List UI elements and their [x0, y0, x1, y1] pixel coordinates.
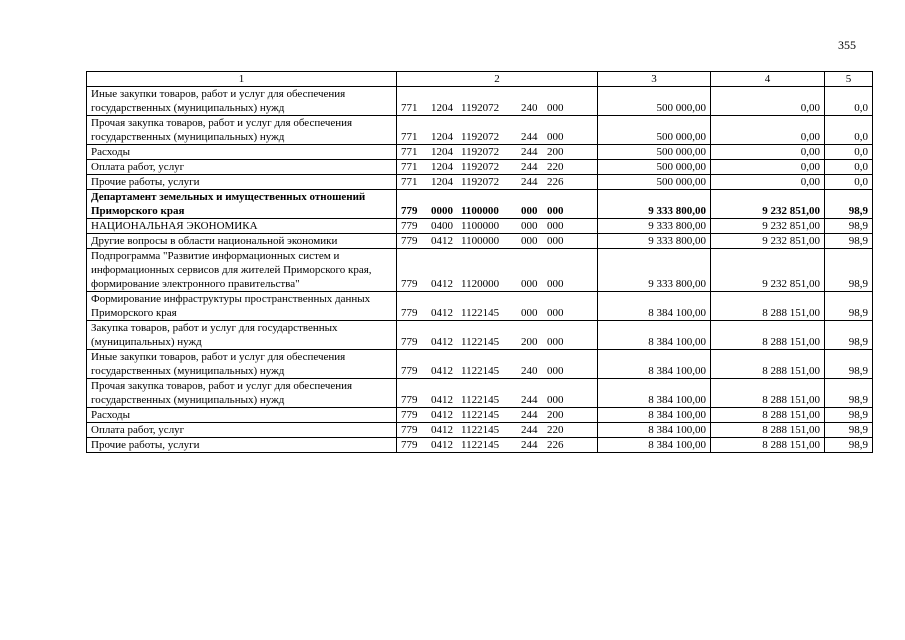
code-kosgu: 000: [547, 220, 564, 232]
table-row: [87, 87, 873, 116]
row-codes: [397, 190, 598, 219]
code-kind: 200: [521, 336, 538, 348]
code-section: 0412: [431, 336, 453, 348]
row-codes: [397, 438, 598, 453]
code-section: 0000: [431, 205, 453, 217]
row-percent: 98,9: [825, 292, 873, 321]
row-approved-amount: 500 000,00: [598, 160, 711, 175]
row-name: Подпрограмма "Развитие информационных систем и информационных сервисов для жителей Приморского края, формирование электронного правительства": [87, 249, 397, 292]
row-approved-amount: 9 333 800,00: [598, 219, 711, 234]
code-section: 1204: [431, 146, 453, 158]
row-name: Прочая закупка товаров, работ и услуг для обеспечения государственных (муниципальных) нужд: [87, 116, 397, 145]
code-admin: 771: [401, 161, 418, 173]
row-executed-amount: 8 288 151,00: [711, 321, 825, 350]
code-kosgu: 200: [547, 146, 564, 158]
code-kosgu: 200: [547, 409, 564, 421]
row-codes: [397, 219, 598, 234]
row-codes: [397, 379, 598, 408]
row-percent: 0,0: [825, 145, 873, 160]
row-codes: [397, 234, 598, 249]
row-approved-amount: 500 000,00: [598, 116, 711, 145]
row-codes: [397, 408, 598, 423]
row-name: Иные закупки товаров, работ и услуг для обеспечения государственных (муниципальных) нужд: [87, 350, 397, 379]
row-percent: 98,9: [825, 423, 873, 438]
code-kind: 000: [521, 307, 538, 319]
row-percent: 98,9: [825, 234, 873, 249]
code-section: 0412: [431, 439, 453, 451]
code-kosgu: 000: [547, 102, 564, 114]
code-kind: 244: [521, 424, 538, 436]
code-kind: 244: [521, 131, 538, 143]
code-kind: 244: [521, 439, 538, 451]
table-row: [87, 160, 873, 175]
code-target: 1122145: [461, 409, 500, 421]
code-kosgu: 000: [547, 307, 564, 319]
row-executed-amount: 0,00: [711, 175, 825, 190]
row-percent: 98,9: [825, 408, 873, 423]
row-percent: 98,9: [825, 379, 873, 408]
code-admin: 779: [401, 394, 418, 406]
table-row: [87, 292, 873, 321]
code-target: 1122145: [461, 439, 500, 451]
row-percent: 0,0: [825, 87, 873, 116]
row-executed-amount: 8 288 151,00: [711, 408, 825, 423]
row-executed-amount: 0,00: [711, 160, 825, 175]
row-name: НАЦИОНАЛЬНАЯ ЭКОНОМИКА: [87, 219, 397, 234]
row-percent: 0,0: [825, 160, 873, 175]
code-kosgu: 000: [547, 205, 564, 217]
row-percent: 0,0: [825, 116, 873, 145]
code-admin: 779: [401, 220, 418, 232]
code-target: 1192072: [461, 146, 500, 158]
code-section: 0400: [431, 220, 453, 232]
table-row: [87, 321, 873, 350]
header-col-1: 1: [87, 72, 397, 87]
code-kosgu: 000: [547, 235, 564, 247]
page-number: 355: [838, 38, 856, 52]
row-approved-amount: 8 384 100,00: [598, 379, 711, 408]
row-percent: 98,9: [825, 438, 873, 453]
row-executed-amount: 8 288 151,00: [711, 350, 825, 379]
code-target: 1192072: [461, 102, 500, 114]
code-section: 0412: [431, 307, 453, 319]
table-body: [87, 87, 873, 453]
code-target: 1122145: [461, 394, 500, 406]
row-executed-amount: 9 232 851,00: [711, 219, 825, 234]
code-admin: 771: [401, 131, 418, 143]
table-row: [87, 145, 873, 160]
row-name: Закупка товаров, работ и услуг для государственных (муниципальных) нужд: [87, 321, 397, 350]
code-kosgu: 000: [547, 336, 564, 348]
table-row: [87, 350, 873, 379]
header-col-4: 4: [711, 72, 825, 87]
table-row: [87, 379, 873, 408]
code-section: 0412: [431, 278, 453, 290]
code-admin: 779: [401, 307, 418, 319]
table-header: [87, 72, 873, 87]
header-col-2: 2: [397, 72, 598, 87]
row-executed-amount: 0,00: [711, 116, 825, 145]
row-executed-amount: 8 288 151,00: [711, 438, 825, 453]
code-kind: 000: [521, 220, 538, 232]
code-kind: 000: [521, 235, 538, 247]
row-percent: 98,9: [825, 190, 873, 219]
row-codes: [397, 87, 598, 116]
row-executed-amount: 8 288 151,00: [711, 423, 825, 438]
row-approved-amount: 500 000,00: [598, 175, 711, 190]
code-kosgu: 226: [547, 439, 564, 451]
code-section: 1204: [431, 102, 453, 114]
budget-table: [86, 71, 873, 453]
row-approved-amount: 500 000,00: [598, 145, 711, 160]
code-admin: 779: [401, 205, 418, 217]
row-approved-amount: 9 333 800,00: [598, 249, 711, 292]
code-admin: 779: [401, 336, 418, 348]
row-approved-amount: 9 333 800,00: [598, 234, 711, 249]
row-percent: 98,9: [825, 219, 873, 234]
code-admin: 771: [401, 176, 418, 188]
table-row: [87, 175, 873, 190]
code-kosgu: 226: [547, 176, 564, 188]
code-admin: 779: [401, 235, 418, 247]
code-section: 0412: [431, 424, 453, 436]
row-codes: [397, 423, 598, 438]
row-name: Иные закупки товаров, работ и услуг для обеспечения государственных (муниципальных) нужд: [87, 87, 397, 116]
code-target: 1100000: [461, 235, 500, 247]
row-name: Прочие работы, услуги: [87, 438, 397, 453]
code-kosgu: 000: [547, 365, 564, 377]
code-target: 1122145: [461, 336, 500, 348]
table-row: [87, 116, 873, 145]
code-target: 1192072: [461, 176, 500, 188]
row-approved-amount: 8 384 100,00: [598, 438, 711, 453]
row-name: Расходы: [87, 145, 397, 160]
code-target: 1192072: [461, 161, 500, 173]
code-kind: 244: [521, 146, 538, 158]
code-target: 1122145: [461, 365, 500, 377]
row-approved-amount: 8 384 100,00: [598, 321, 711, 350]
code-section: 0412: [431, 365, 453, 377]
code-section: 0412: [431, 235, 453, 247]
code-kind: 000: [521, 205, 538, 217]
row-name: Расходы: [87, 408, 397, 423]
row-name: Оплата работ, услуг: [87, 423, 397, 438]
code-kosgu: 220: [547, 161, 564, 173]
row-name: Департамент земельных и имущественных отношений Приморского края: [87, 190, 397, 219]
code-kind: 244: [521, 161, 538, 173]
code-kind: 000: [521, 278, 538, 290]
row-codes: [397, 175, 598, 190]
code-section: 0412: [431, 409, 453, 421]
row-codes: [397, 249, 598, 292]
code-target: 1122145: [461, 424, 500, 436]
row-codes: [397, 160, 598, 175]
row-approved-amount: 500 000,00: [598, 87, 711, 116]
code-kind: 240: [521, 365, 538, 377]
table-row: [87, 190, 873, 219]
row-percent: 98,9: [825, 321, 873, 350]
header-col-3: 3: [598, 72, 711, 87]
row-executed-amount: 0,00: [711, 87, 825, 116]
code-section: 1204: [431, 161, 453, 173]
row-approved-amount: 8 384 100,00: [598, 423, 711, 438]
code-kosgu: 000: [547, 394, 564, 406]
code-admin: 779: [401, 409, 418, 421]
code-admin: 779: [401, 365, 418, 377]
row-executed-amount: 9 232 851,00: [711, 234, 825, 249]
row-percent: 98,9: [825, 350, 873, 379]
row-executed-amount: 8 288 151,00: [711, 292, 825, 321]
row-executed-amount: 0,00: [711, 145, 825, 160]
row-codes: [397, 292, 598, 321]
code-admin: 771: [401, 102, 418, 114]
code-target: 1100000: [461, 220, 500, 232]
row-executed-amount: 9 232 851,00: [711, 190, 825, 219]
code-target: 1120000: [461, 278, 500, 290]
row-approved-amount: 8 384 100,00: [598, 408, 711, 423]
row-percent: 0,0: [825, 175, 873, 190]
row-approved-amount: 9 333 800,00: [598, 190, 711, 219]
row-percent: 98,9: [825, 249, 873, 292]
row-name: Формирование инфраструктуры пространственных данных Приморского края: [87, 292, 397, 321]
table-row: [87, 438, 873, 453]
code-kind: 244: [521, 176, 538, 188]
code-target: 1192072: [461, 131, 500, 143]
code-target: 1100000: [461, 205, 499, 217]
row-approved-amount: 8 384 100,00: [598, 292, 711, 321]
table-row: [87, 249, 873, 292]
row-name: Прочая закупка товаров, работ и услуг для обеспечения государственных (муниципальных) нужд: [87, 379, 397, 408]
row-executed-amount: 8 288 151,00: [711, 379, 825, 408]
row-codes: [397, 116, 598, 145]
row-name: Прочие работы, услуги: [87, 175, 397, 190]
code-admin: 779: [401, 439, 418, 451]
row-codes: [397, 145, 598, 160]
table-row: [87, 408, 873, 423]
code-kind: 244: [521, 409, 538, 421]
code-section: 0412: [431, 394, 453, 406]
row-codes: [397, 321, 598, 350]
row-approved-amount: 8 384 100,00: [598, 350, 711, 379]
code-kosgu: 000: [547, 131, 564, 143]
code-target: 1122145: [461, 307, 500, 319]
code-admin: 771: [401, 146, 418, 158]
code-kind: 240: [521, 102, 538, 114]
row-executed-amount: 9 232 851,00: [711, 249, 825, 292]
code-section: 1204: [431, 176, 453, 188]
row-codes: [397, 350, 598, 379]
code-admin: 779: [401, 424, 418, 436]
header-col-5: 5: [825, 72, 873, 87]
code-kosgu: 220: [547, 424, 564, 436]
row-name: Оплата работ, услуг: [87, 160, 397, 175]
code-kosgu: 000: [547, 278, 564, 290]
code-section: 1204: [431, 131, 453, 143]
row-name: Другие вопросы в области национальной экономики: [87, 234, 397, 249]
table-row: [87, 219, 873, 234]
table-row: [87, 423, 873, 438]
code-kind: 244: [521, 394, 538, 406]
table-row: [87, 234, 873, 249]
code-admin: 779: [401, 278, 418, 290]
